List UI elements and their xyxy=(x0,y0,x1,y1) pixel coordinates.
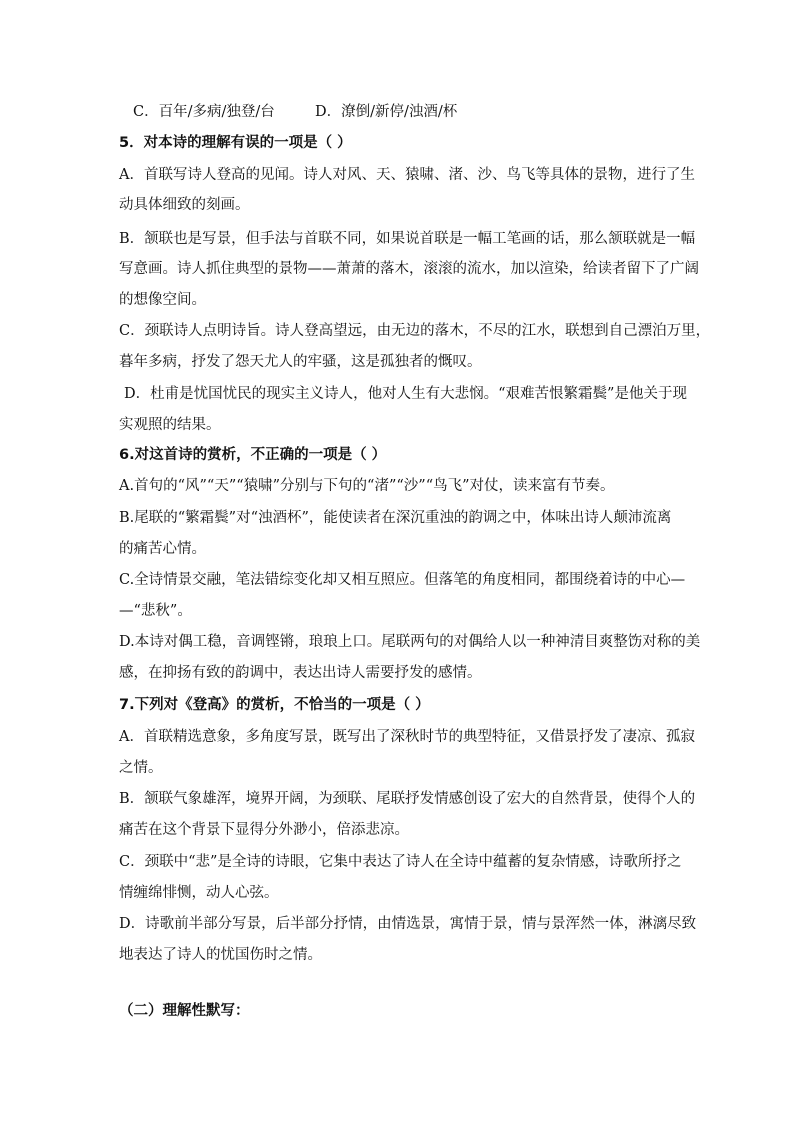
q7-option-c-line2: 情缠绵悱恻，动人心弦。 xyxy=(119,885,279,901)
q6-option-c-line1: C.全诗情景交融，笔法错综变化却又相互照应。但落笔的角度相同，都围绕着诗的中心— xyxy=(119,572,686,588)
q7-title: 7.下列对《登高》的赏析，不恰当的一项是（ ） xyxy=(119,697,430,713)
q7-option-d-line1: D．诗歌前半部分写景，后半部分抒情，由情选景，寓情于景，情与景浑然一体，淋漓尽致 xyxy=(119,916,697,932)
q5-option-c-line2: 暮年多病，抒发了怨天尤人的牢骚，这是孤独者的慨叹。 xyxy=(119,354,482,370)
q5-option-a-line2: 动具体细致的刻画。 xyxy=(119,197,250,213)
q7-option-b-line2: 痛苦在这个背景下显得分外渺小，倍添悲凉。 xyxy=(119,822,409,838)
q6-option-d-line1: D.本诗对偶工稳，音调铿锵，琅琅上口。尾联两句的对偶给人以一种神清目爽整饬对称的美 xyxy=(119,634,701,650)
q7-option-a-line1: A．首联精选意象，多角度写景，既写出了深秋时节的典型特征，又借景抒发了凄凉、孤寂 xyxy=(119,729,695,745)
q6-title: 6.对这首诗的赏析，不正确的一项是（ ） xyxy=(119,447,387,463)
q5-option-a-line1: A．首联写诗人登高的见闻。诗人对风、天、猿啸、渚、沙、鸟飞等具体的景物，进行了生 xyxy=(119,167,695,183)
q5-option-b-line3: 的想像空间。 xyxy=(119,292,206,308)
q6-option-d-line2: 感，在抑扬有致的韵调中，表达出诗人需要抒发的感情。 xyxy=(119,665,482,681)
q7-option-b-line1: B．颔联气象雄浑，境界开阔，为颈联、尾联抒发情感创设了宏大的自然背景，使得个人的 xyxy=(119,791,696,807)
q6-option-a-line1: A.首句的“风”“天”“猿啸”分别与下句的“渚”“沙”“鸟飞”对仗，读来富有节奏。 xyxy=(119,478,615,494)
q6-option-c-line2: —“悲秋”。 xyxy=(119,603,192,619)
q6-option-b-line2: 的痛苦心情。 xyxy=(119,541,206,557)
q4-option-d: D．潦倒/新停/浊酒/杯 xyxy=(315,104,458,120)
section2-title: （二）理解性默写： xyxy=(119,1003,250,1019)
q5-option-d-line2: 实观照的结果。 xyxy=(119,417,221,433)
q4-option-c: C．百年/多病/独登/台 xyxy=(133,104,275,120)
q5-option-c-line1: C．颈联诗人点明诗旨。诗人登高望远，由无边的落木，不尽的江水，联想到自己漂泊万里， xyxy=(119,323,711,339)
q5-option-b-line1: B．颔联也是写景，但手法与首联不同，如果说首联是一幅工笔画的话，那么颔联就是一幅 xyxy=(119,231,696,247)
q5-title: 5．对本诗的理解有误的一项是（ ） xyxy=(119,135,352,151)
q7-option-a-line2: 之情。 xyxy=(119,760,163,776)
q5-option-d-line1: D．杜甫是忧国忧民的现实主义诗人，他对人生有大悲悯。“艰难苦恨繁霜鬓”是他关于现 xyxy=(124,386,687,402)
q7-option-d-line2: 地表达了诗人的忧国伤时之情。 xyxy=(119,947,322,963)
q6-option-b-line1: B.尾联的“繁霜鬓”对“浊酒杯”，能使读者在深沉重浊的韵调之中，体味出诗人颠沛流离 xyxy=(119,510,672,526)
q7-option-c-line1: C．颈联中“悲”是全诗的诗眼，它集中表达了诗人在全诗中蕴蓄的复杂情感，诗歌所抒之 xyxy=(119,854,682,870)
q5-option-b-line2: 写意画。诗人抓住典型的景物——萧萧的落木，滚滚的流水，加以渲染，给读者留下了广阔 xyxy=(119,261,699,277)
